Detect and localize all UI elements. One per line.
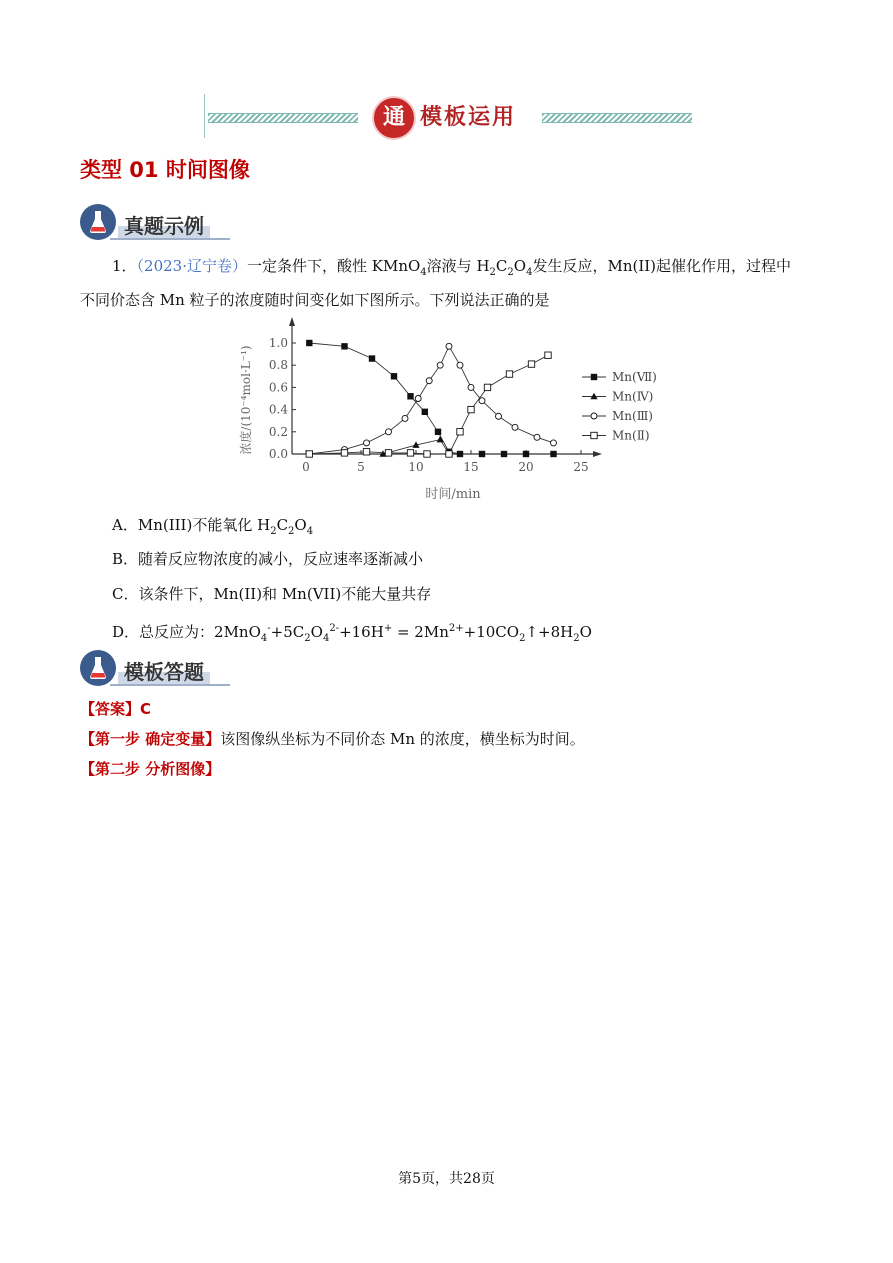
data-point [479, 398, 485, 404]
x-axis-arrow [593, 451, 602, 457]
template-banner [200, 92, 692, 140]
option-c: C．该条件下，Mn(II)和 Mn(VII)不能大量共存 [112, 585, 432, 603]
x-tick-label: 0 [302, 460, 310, 474]
y-axis-arrow [289, 317, 295, 326]
header-label: 真题示例 [118, 210, 210, 239]
header-template-answer [80, 650, 240, 690]
data-point [306, 451, 312, 457]
y-axis-label: 浓度/(10⁻⁴mol·L⁻¹) [239, 345, 253, 455]
data-point [506, 371, 512, 377]
step2-label: 【第二步 分析图像】 [80, 760, 221, 778]
data-point [415, 396, 421, 402]
step1-text: 该图像纵坐标为不同价态 Mn 的浓度，横坐标为时间。 [220, 730, 585, 748]
data-point [437, 436, 444, 443]
data-point [501, 451, 507, 457]
y-tick-label: 0.2 [268, 424, 288, 439]
banner-stripe-right [542, 113, 692, 123]
question-stem: 一定条件下，酸性 KMnO [247, 257, 421, 275]
data-point [512, 424, 518, 430]
header-label: 模板答题 [118, 656, 210, 685]
data-point [402, 415, 408, 421]
data-point [468, 384, 474, 390]
data-point [534, 434, 540, 440]
data-point [523, 451, 529, 457]
data-point [457, 429, 463, 435]
legend-marker [591, 432, 597, 438]
data-point [306, 340, 312, 346]
data-point [391, 373, 397, 379]
data-point [341, 343, 347, 349]
option-a: A．Mn(III)不能氧化 $H_2C_2O_4$ [112, 516, 314, 537]
data-point [484, 384, 490, 390]
x-axis-label: 时间/min [425, 487, 481, 502]
data-point [435, 429, 441, 435]
series-line-3 [309, 355, 548, 454]
option-d: D．总反应为：$2MnO_4^-+5C_2O_4^{2-}+16H^+$ = $2Mn^{2+}+10CO_2↑+8H_2O$ [112, 623, 592, 644]
data-point [407, 450, 413, 456]
data-point [545, 352, 551, 358]
data-point [364, 440, 370, 446]
data-point [341, 450, 347, 456]
y-tick-label: 0.8 [268, 358, 288, 373]
legend-marker [591, 374, 597, 380]
banner-title: 模板运用 [420, 105, 517, 130]
answer-label: 【答案】 [80, 700, 141, 718]
data-point [457, 362, 463, 368]
y-tick-label: 0.6 [268, 380, 288, 395]
data-point [437, 362, 443, 368]
header-underline [110, 238, 230, 240]
data-point [496, 413, 502, 419]
step1-label: 【第一步 确定变量】 [80, 730, 221, 748]
data-point [468, 406, 474, 412]
data-point [528, 361, 534, 367]
question-number: 1． [112, 257, 137, 275]
x-tick-label: 15 [463, 460, 479, 474]
question-line2: 不同价态含 Mn 粒子的浓度随时间变化如下图所示。下列说法正确的是 [80, 291, 550, 309]
series-line-0 [309, 343, 553, 454]
answer-value: C [140, 700, 152, 718]
legend-label: Mn(Ⅳ) [612, 389, 654, 404]
data-point [407, 393, 413, 399]
question-stem-2: 溶液与 H [426, 257, 490, 275]
banner-divider [204, 94, 205, 138]
question-stem-4: O [513, 257, 527, 275]
data-point [369, 355, 375, 361]
step1-line [80, 722, 585, 756]
data-point [386, 429, 392, 435]
legend-label: Mn(Ⅲ) [612, 409, 653, 423]
data-point [426, 378, 432, 384]
concentration-time-chart [230, 315, 670, 505]
header-underline [110, 684, 230, 686]
legend-label: Mn(Ⅶ) [612, 370, 657, 384]
question-stem-3: C [495, 257, 508, 275]
header-real-exam [80, 204, 240, 244]
question-source: （2023·辽宁卷） [136, 257, 247, 275]
question-stem-5: 发生反应，Mn(II)起催化作用，过程中 [532, 257, 792, 275]
data-point [446, 451, 452, 457]
data-point [422, 409, 428, 415]
y-tick-label: 1.0 [268, 336, 288, 350]
x-tick-label: 25 [573, 460, 589, 474]
data-point [550, 451, 556, 457]
data-point [363, 449, 369, 455]
option-b: B．随着反应物浓度的减小，反应速率逐渐减小 [112, 550, 424, 568]
x-tick-label: 10 [408, 460, 424, 474]
x-tick-label: 5 [357, 460, 365, 474]
question-line1: 1．（2023·辽宁卷）一定条件下，酸性 KMnO$_4$溶液与 $H_2C_2O_4$发生反应，Mn(II)起催化作用，过程中 [112, 257, 792, 278]
y-tick-label: 0.4 [268, 402, 288, 417]
flask-icon [89, 211, 107, 233]
legend-marker [591, 413, 597, 419]
page-footer: 第5页，共28页 [398, 1171, 495, 1187]
data-point [385, 450, 391, 456]
section-title: 类型 01 时间图像 [80, 158, 250, 182]
banner-badge: 通 [372, 96, 416, 140]
legend-label: Mn(Ⅱ) [612, 428, 650, 443]
banner-stripe-left [208, 113, 358, 123]
answer-line [80, 692, 151, 726]
series-line-2 [309, 346, 553, 454]
legend-marker [590, 393, 597, 400]
data-point [457, 451, 463, 457]
flask-icon [89, 657, 107, 679]
y-tick-label: 0.0 [268, 447, 288, 461]
data-point [424, 451, 430, 457]
x-tick-label: 20 [518, 460, 534, 474]
step2-line [80, 752, 220, 786]
data-point [551, 440, 557, 446]
data-point [446, 343, 452, 349]
data-point [479, 451, 485, 457]
